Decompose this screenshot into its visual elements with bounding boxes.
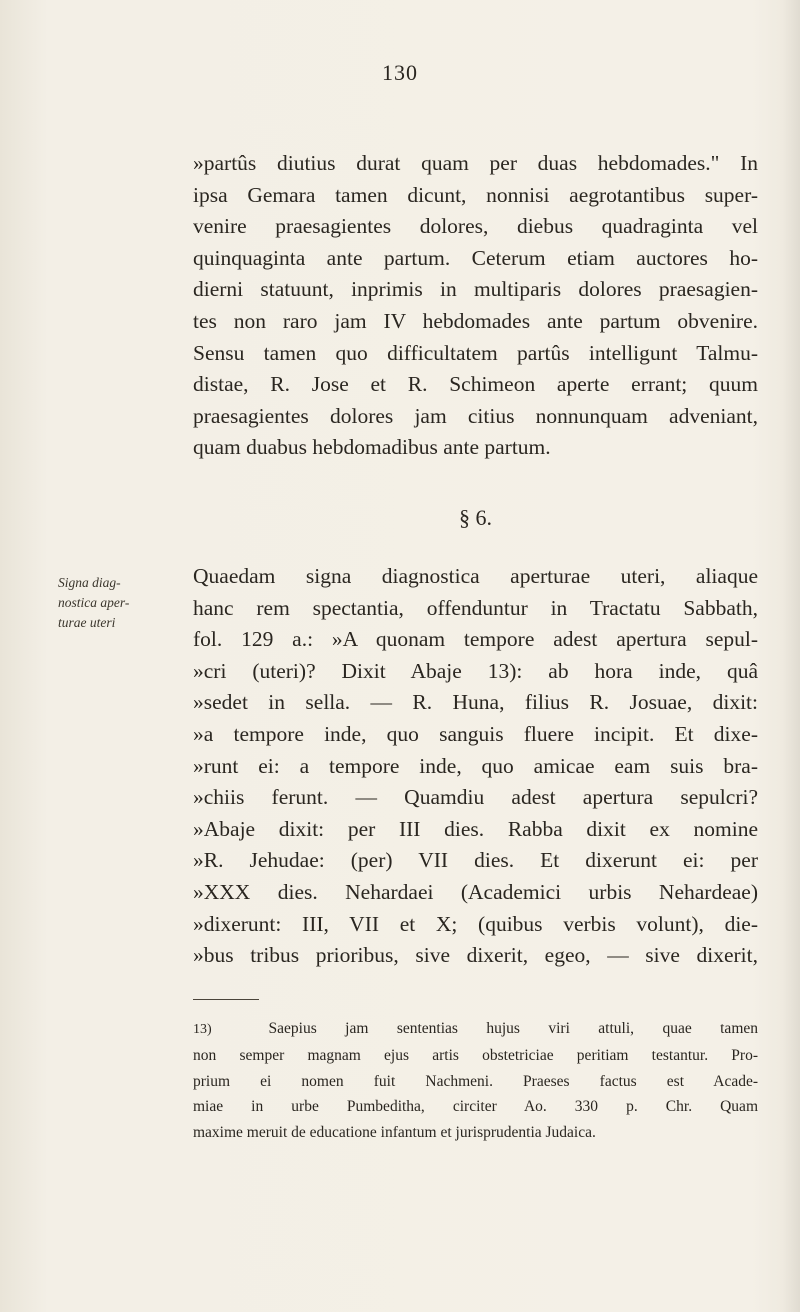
text-line: praesagientes dolores jam citius nonnunquam adveniant, <box>193 403 758 428</box>
text-line: »bus tribus prioribus, sive dixerit, egeo, — sive dixerit, <box>193 943 758 968</box>
text-line: quam duabus hebdomadibus ante partum. <box>193 435 551 460</box>
footnote-line <box>193 1016 758 1043</box>
text-line: ipsa Gemara tamen dicunt, nonnisi aegrotantibus super- <box>193 182 758 207</box>
text-line: Sensu tamen quo difficultatem partûs intelligunt Talmu- <box>193 340 758 365</box>
text-line: tes non raro jam IV hebdomades ante partum obvenire. <box>193 308 758 333</box>
footnote <box>193 1016 758 1146</box>
section-heading: § 6. <box>459 505 492 530</box>
footnote-line: non semper magnam ejus artis obstetriciae peritiam testantur. Pro- <box>193 1046 758 1064</box>
text-line: »XXX dies. Nehardaei (Academici urbis Nehardeae) <box>193 879 758 904</box>
text-line: »R. Jehudae: (per) VII dies. Et dixerunt ei: per <box>193 848 758 873</box>
text-line: Quaedam signa diagnostica aperturae uteri, aliaque <box>193 564 758 588</box>
main-paragraph <box>193 148 758 464</box>
text-line: quinquaginta ante partum. Ceterum etiam auctores ho- <box>193 245 758 270</box>
text-line: »cri (uteri)? Dixit Abaje 13): ab hora inde, quâ <box>193 658 758 683</box>
page-edge-shadow <box>782 0 800 1312</box>
margin-note-line: nostica aper- <box>58 595 130 610</box>
text-line: distae, R. Jose et R. Schimeon aperte errant; quum <box>193 372 758 397</box>
page-number: 130 <box>382 60 418 85</box>
text-line: »partûs diutius durat quam per duas hebdomades." In <box>193 151 758 175</box>
text-line: »Abaje dixit: per III dies. Rabba dixit ex nomine <box>193 816 758 841</box>
text-line: »chiis ferunt. — Quamdiu adest apertura sepulcri? <box>193 785 758 810</box>
margin-note <box>58 573 186 633</box>
text-line: »sedet in sella. — R. Huna, filius R. Josuae, dixit: <box>193 690 758 715</box>
text-line: »a tempore inde, quo sanguis fluere incipit. Et dixe- <box>193 721 758 746</box>
footnote-divider <box>193 999 259 1000</box>
margin-note-line: Signa diag- <box>58 575 121 590</box>
margin-note-line: turae uteri <box>58 615 116 630</box>
footnote-text: Saepius jam sententias hujus viri attuli, quae tamen <box>268 1020 759 1037</box>
text-line: fol. 129 a.: »A quonam tempore adest apertura sepul- <box>193 627 758 652</box>
text-line: »runt ei: a tempore inde, quo amicae eam suis bra- <box>193 753 758 778</box>
text-line: hanc rem spectantia, offenduntur in Tractatu Sabbath, <box>193 595 758 620</box>
text-line: venire praesagientes dolores, diebus quadraginta vel <box>193 214 758 239</box>
footnote-line: prium ei nomen fuit Nachmeni. Praeses factus est Acade- <box>193 1072 758 1090</box>
text-line: dierni statuunt, inprimis in multiparis dolores praesagien- <box>193 277 758 302</box>
footnote-line: miae in urbe Pumbeditha, circiter Ao. 330 p. Chr. Quam <box>193 1098 758 1116</box>
footnote-line: maxime meruit de educatione infantum et jurisprudentia Judaica. <box>193 1124 596 1142</box>
footnote-number: 13) <box>193 1022 212 1037</box>
section-paragraph <box>193 561 758 972</box>
text-line: »dixerunt: III, VII et X; (quibus verbis volunt), die- <box>193 911 758 936</box>
